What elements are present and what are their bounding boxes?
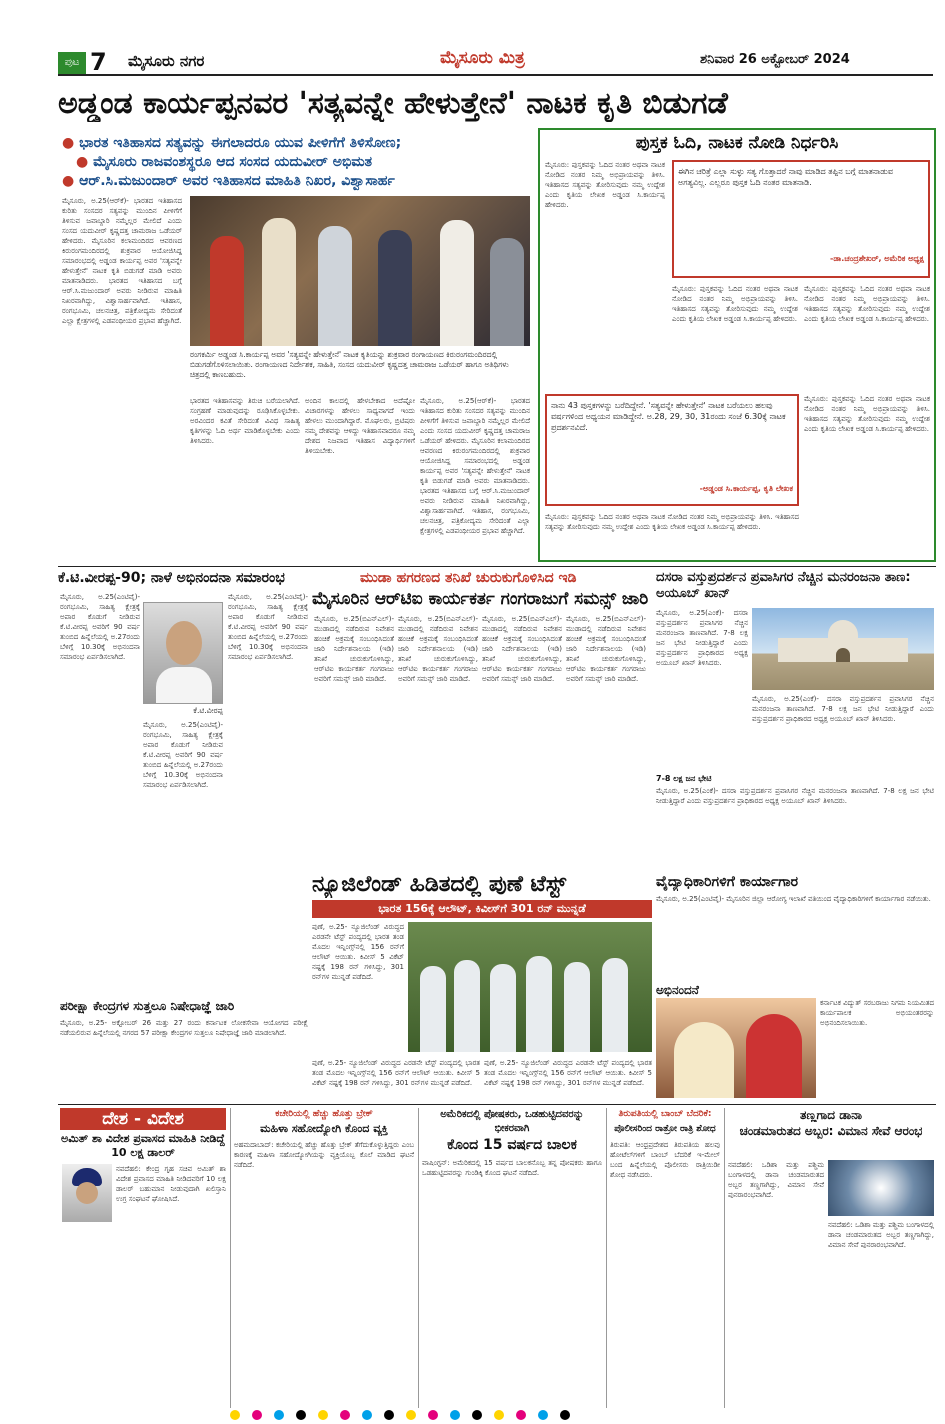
divider [58,1104,936,1105]
dasara-photo [752,608,934,690]
desha-story5-top: ತಣ್ಣಗಾದ ಡಾನಾ [799,1108,862,1122]
page-label: ಪುಟ [58,52,86,74]
test-body-col3: ಪುಣೆ, ಅ.25- ನ್ಯೂಜಿಲೆಂಡ್ ವಿರುದ್ಧದ ಎರಡನೇ ಟೆಸ್ಟ್ ಪಂದ್ಯದಲ್ಲಿ ಭಾರತ ತಂಡ ಮೊದಲ ಇನ್ನಿಂಗ್ಸ್‌ನಲ್ಲಿ 156 ರನ್‌ಗೆ ಆಲೌಟ್ ಆಯಿತು. ಕಿವೀಸ್ 5 ವಿಕೆಟ್ ನಷ್ಟಕ್ಕೆ 198 ರನ್ ಗಳಿಸಿದ್ದು, 301 ರನ್‌ಗಳ ಮುನ್ನಡೆ ಪಡೆದಿದೆ. [484,1059,652,1087]
quote-box-1 [672,160,930,278]
quote-author: -ಡಾ.ಚಂದ್ರಶೇಖರ್, ಅಮೆರಿಕ ಅಧ್ಯಕ್ಷ [830,254,924,263]
veerappa-body: ಮೈಸೂರು, ಅ.25(ಎಂಟಿವೈ)- ರಂಗಭೂಮಿ, ಸಾಹಿತ್ಯ ಕ್ಷೇತ್ರಕ್ಕೆ ಅಪಾರ ಕೊಡುಗೆ ನೀಡಿರುವ ಕೆ.ಟಿ.ವೀರಪ್ಪ ಅವರಿಗೆ 90 ವರ್ಷ ತುಂಬಿದ ಹಿನ್ನೆಲೆಯಲ್ಲಿ ಅ.27ರಂದು ಬೆಳಿಗ್ಗೆ 10.30ಕ್ಕೆ ಅಭಿನಂದನಾ ಸಮಾರಂಭ ಏರ್ಪಡಿಸಲಾಗಿದೆ. [60,593,140,661]
cyclone-image [828,1160,934,1216]
section-name: ಮೈಸೂರು ನಗರ [128,52,205,70]
veerappa-photo-caption: ಕೆ.ಟಿ.ವೀರಪ್ಪ [193,706,223,715]
divider [58,566,936,567]
desha-story2-headline: ಮಹಿಳಾ ಸಹೋದ್ಯೋಗಿ ಕೊಂದ ವ್ಯಕ್ತಿ [260,1122,388,1135]
desha-story5-body-col2: ನವದೆಹಲಿ: ಒಡಿಶಾ ಮತ್ತು ಪಶ್ಚಿಮ ಬಂಗಾಳದಲ್ಲಿ ಡಾನಾ ಚಂಡಮಾರುತದ ಅಬ್ಬರ ತಣ್ಣಗಾಗಿದ್ದು, ವಿಮಾನ ಸೇವೆ ಪುನರಾರಂಭವಾಗಿದೆ. [828,1221,934,1249]
quote-box-2 [545,394,799,506]
doctors-headline: ವೈದ್ಯಾಧಿಕಾರಿಗಳಿಗೆ ಕಾರ್ಯಾಗಾರ [656,874,799,890]
muda-top-headline: ಮುಡಾ ಹಗರಣದ ತನಿಖೆ ಚುರುಕುಗೊಳಿಸಿದ ಇಡಿ [360,570,577,586]
felicitation-body: ಕರ್ನಾಟಕ ವಿದ್ಯುತ್ ಸರಬರಾಜು ನಿಗಮ ನಿಯಮಿತದ ಕಾರ್ಯಪಾಲಕ ಅಭಿಯಂತರರನ್ನು ಅಭಿನಂದಿಸಲಾಯಿತು. [820,999,934,1027]
quote-author: -ಅಡ್ಡಂಡ ಸಿ.ಕಾರ್ಯಪ್ಪ, ಕೃತಿ ಲೇಖಕ [699,484,793,493]
dasara-headline: ದಸರಾ ವಸ್ತುಪ್ರದರ್ಶನ ಪ್ರವಾಸಿಗರ ನೆಚ್ಚಿನ ಮನರಂಜನಾ ತಾಣ: ಅಯೂಬ್ ಖಾನ್ [656,570,911,601]
lead-body-col2: ಭಾರತದ ಇತಿಹಾಸವನ್ನು ತಿರುಚಿ ಬರೆಯಲಾಗಿದೆ. ಸಂಗ್ರಹಣೆ ಮಾಡುವುದನ್ನು ರೂಢಿಸಿಕೊಳ್ಳಬೇಕು. ಅರವಿಂದರ ಕವಿತೆ ಸೇರಿದಂತೆ ವಿವಿಧ ಸಾಹಿತ್ಯ ಕೃತಿಗಳನ್ನು ಓದಿ ಅರ್ಥ ಮಾಡಿಕೊಳ್ಳಬೇಕು ಎಂದು ತಿಳಿಸಿದರು. [190,397,300,445]
lead-photo-caption: ರಂಗಕರ್ಮಿ ಅಡ್ಡಂಡ ಸಿ.ಕಾರ್ಯಪ್ಪ ಅವರ 'ಸತ್ಯವನ್ನೇ ಹೇಳುತ್ತೇನೆ' ನಾಟಕ ಕೃತಿಯನ್ನು ಶುಕ್ರವಾರ ರಂಗಾಯಣದ ಕಿರುರಂಗಮಂದಿರದಲ್ಲಿ ಬಿಡುಗಡೆಗೊಳಿಸಲಾಯಿತು. ರಂಗಾಯಣದ ನಿರ್ದೇಶಕ, ಸಾಹಿತಿ, ಸಂಸದ ಯದುವೀರ್ ಕೃಷ್ಣದತ್ತ ಚಾಮರಾಜ ಒಡೆಯರ್ ಹಾಗೂ ಅತಿಥಿಗಳು ಚಿತ್ರದಲ್ಲಿ ಕಾಣಬಹುದು. [190,350,509,379]
test-headline: ನ್ಯೂಜಿಲೆಂಡ್ ಹಿಡಿತದಲ್ಲಿ ಪುಣೆ ಟೆಸ್ಟ್ [312,872,567,897]
lead-body-col1: ಮೈಸೂರು, ಅ.25(ಆರ್‌ಕೆ)- ಭಾರತದ ಇತಿಹಾಸದ ಕುರಿತು ಸಂಸದರ ಸತ್ಯವನ್ನು ಮುಂದಿನ ಪೀಳಿಗೆಗೆ ತಿಳಿಸುವ ಜವಾಬ್ದಾರಿ ನಮ್ಮೆಲ್ಲರ ಮೇಲಿದೆ ಎಂದು ಸಂಸದ ಯದುವೀರ್ ಕೃಷ್ಣದತ್ತ ಚಾಮರಾಜ ಒಡೆಯರ್ ಹೇಳಿದರು. ಮೈಸೂರಿನ ಕಲಾಮಂದಿರದ ಆವರಣದ ಕಿರುರಂಗಮಂದಿರದಲ್ಲಿ ಶುಕ್ರವಾರ ಆಯೋಜಿಸಿದ್ದ ಸಮಾರಂಭದಲ್ಲಿ ಅಡ್ಡಂಡ ಕಾರ್ಯಪ್ಪ ಅವರ 'ಸತ್ಯವನ್ನೇ ಹೇಳುತ್ತೇನೆ' ನಾಟಕ ಕೃತಿ ಬಿಡುಗಡೆ ಮಾಡಿ ಅವರು ಮಾತನಾಡಿದರು. ಭಾರತದ ಇತಿಹಾಸದ ಬಗ್ಗೆ ಆರ್.ಸಿ.ಮಜುಂದಾರ್ ಅವರು ನೀಡಿರುವ ಮಾಹಿತಿ ನಿಖರವಾಗಿದ್ದು, ವಿಶ್ವಾಸಾರ್ಹವಾಗಿದೆ. ಇತಿಹಾಸ, ರಂಗಭೂಮಿ, ಚಲನಚಿತ್ರ, ಪತ್ರಿಕೋದ್ಯಮ ಸೇರಿದಂತೆ ಎಲ್ಲಾ ಕ್ಷೇತ್ರಗಳಲ್ಲಿ ಎಡಪಂಥೀಯರ ಪ್ರಭಾವ ಹೆಚ್ಚಾಗಿದೆ. [62,197,182,325]
veerappa-body-col3: ಮೈಸೂರು, ಅ.25(ಎಂಟಿವೈ)- ರಂಗಭೂಮಿ, ಸಾಹಿತ್ಯ ಕ್ಷೇತ್ರಕ್ಕೆ ಅಪಾರ ಕೊಡುಗೆ ನೀಡಿರುವ ಕೆ.ಟಿ.ವೀರಪ್ಪ ಅವರಿಗೆ 90 ವರ್ಷ ತುಂಬಿದ ಹಿನ್ನೆಲೆಯಲ್ಲಿ ಅ.27ರಂದು ಬೆಳಿಗ್ಗೆ 10.30ಕ್ಕೆ ಅಭಿನಂದನಾ ಸಮಾರಂಭ ಏರ್ಪಡಿಸಲಾಗಿದೆ. [228,593,308,661]
desha-bar: ದೇಶ - ವಿದೇಶ [60,1108,226,1130]
exam-body: ಮೈಸೂರು, ಅ.25- ಅಕ್ಟೋಬರ್ 26 ಮತ್ತು 27 ರಂದು ಕರ್ನಾಟಕ ಲೋಕಸೇವಾ ಆಯೋಗದ ಪರೀಕ್ಷೆ ನಡೆಯಲಿರುವ ಹಿನ್ನೆಲೆಯಲ್ಲಿ ನಗರದ 57 ಪರೀಕ್ಷಾ ಕೇಂದ್ರಗಳ ಸುತ್ತಲೂ ನಿಷೇಧಾಜ್ಞೆ ಜಾರಿ ಮಾಡಲಾಗಿದೆ. [60,1019,308,1037]
test-photo [408,922,652,1052]
muda-body: ಮೈಸೂರು, ಅ.25(ಬಿಎನ್‌ಎಲ್)- ಮುಡಾದಲ್ಲಿ ನಡೆದಿರುವ ನಿವೇಶನ ಹಂಚಿಕೆ ಅಕ್ರಮಕ್ಕೆ ಸಂಬಂಧಿಸಿದಂತೆ ಜಾರಿ ನಿರ್ದೇಶನಾಲಯ (ಇಡಿ) ತನಿಖೆ ಚುರುಕುಗೊಳಿಸಿದ್ದು, ಆರ್‌ಟಿಐ ಕಾರ್ಯಕರ್ತ ಗಂಗರಾಜು ಅವರಿಗೆ ಸಮನ್ಸ್ ಜಾರಿ ಮಾಡಿದೆ. [314,615,394,683]
right-box-body-col2: ಮೈಸೂರು: ಪುಸ್ತಕವನ್ನು ಓದಿದ ನಂತರ ಅಥವಾ ನಾಟಕ ನೋಡಿದ ನಂತರ ನಿಮ್ಮ ಅಭಿಪ್ರಾಯವನ್ನು ತಿಳಿಸಿ. ಇತಿಹಾಸದ ಸತ್ಯವನ್ನು ತೋರಿಸುವುದು ನಮ್ಮ ಉದ್ದೇಶ ಎಂದು ಕೃತಿಯ ಲೇಖಕ ಅಡ್ಡಂಡ ಸಿ.ಕಾರ್ಯಪ್ಪ ಹೇಳಿದರು. [672,285,798,323]
page-number: 7 [90,48,107,76]
desha-story2-body: ಅಹಮದಾಬಾದ್: ಕಚೇರಿಯಲ್ಲಿ ಹೆಚ್ಚು ಹೊತ್ತು ಬ್ರೇಕ್ ತೆಗೆದುಕೊಳ್ಳುತ್ತಿದ್ದರು ಎಂಬ ಕಾರಣಕ್ಕೆ ಮಹಿಳಾ ಸಹೋದ್ಯೋಗಿಯನ್ನು ವ್ಯಕ್ತಿಯೊಬ್ಬ ಕೊಲೆ ಮಾಡಿದ ಘಟನೆ ನಡೆದಿದೆ. [234,1141,414,1169]
right-box-body-col3: ಮೈಸೂರು: ಪುಸ್ತಕವನ್ನು ಓದಿದ ನಂತರ ಅಥವಾ ನಾಟಕ ನೋಡಿದ ನಂತರ ನಿಮ್ಮ ಅಭಿಪ್ರಾಯವನ್ನು ತಿಳಿಸಿ. ಇತಿಹಾಸದ ಸತ್ಯವನ್ನು ತೋರಿಸುವುದು ನಮ್ಮ ಉದ್ದೇಶ ಎಂದು ಕೃತಿಯ ಲೇಖಕ ಅಡ್ಡಂಡ ಸಿ.ಕಾರ್ಯಪ್ಪ ಹೇಳಿದರು. [804,285,930,323]
muda-body-col3: ಮೈಸೂರು, ಅ.25(ಬಿಎನ್‌ಎಲ್)- ಮುಡಾದಲ್ಲಿ ನಡೆದಿರುವ ನಿವೇಶನ ಹಂಚಿಕೆ ಅಕ್ರಮಕ್ಕೆ ಸಂಬಂಧಿಸಿದಂತೆ ಜಾರಿ ನಿರ್ದೇಶನಾಲಯ (ಇಡಿ) ತನಿಖೆ ಚುರುಕುಗೊಳಿಸಿದ್ದು, ಆರ್‌ಟಿಐ ಕಾರ್ಯಕರ್ತ ಗಂಗರಾಜು ಅವರಿಗೆ ಸಮನ್ಸ್ ಜಾರಿ ಮಾಡಿದೆ. [482,615,562,683]
dasara-body-col3: ಮೈಸೂರು, ಅ.25(ಎಂಕೆ)- ದಸರಾ ವಸ್ತುಪ್ರದರ್ಶನ ಪ್ರವಾಸಿಗರ ನೆಚ್ಚಿನ ಮನರಂಜನಾ ತಾಣವಾಗಿದೆ. 7-8 ಲಕ್ಷ ಜನ ಭೇಟಿ ನೀಡುತ್ತಿದ್ದಾರೆ ಎಂದು ವಸ್ತುಪ್ರದರ್ಶನ ಪ್ರಾಧಿಕಾರದ ಅಧ್ಯಕ್ಷ ಅಯೂಬ್ ಖಾನ್ ತಿಳಿಸಿದರು. [656,787,934,805]
dasara-body: ಮೈಸೂರು, ಅ.25(ಎಂಕೆ)- ದಸರಾ ವಸ್ತುಪ್ರದರ್ಶನ ಪ್ರವಾಸಿಗರ ನೆಚ್ಚಿನ ಮನರಂಜನಾ ತಾಣವಾಗಿದೆ. 7-8 ಲಕ್ಷ ಜನ ಭೇಟಿ ನೀಡುತ್ತಿದ್ದಾರೆ ಎಂದು ವಸ್ತುಪ್ರದರ್ಶನ ಪ್ರಾಧಿಕಾರದ ಅಧ್ಯಕ್ಷ ಅಯೂಬ್ ಖಾನ್ ತಿಳಿಸಿದರು. [656,609,748,667]
registration-marks [230,1410,690,1420]
divider [230,1108,231,1408]
muda-body-col4: ಮೈಸೂರು, ಅ.25(ಬಿಎನ್‌ಎಲ್)- ಮುಡಾದಲ್ಲಿ ನಡೆದಿರುವ ನಿವೇಶನ ಹಂಚಿಕೆ ಅಕ್ರಮಕ್ಕೆ ಸಂಬಂಧಿಸಿದಂತೆ ಜಾರಿ ನಿರ್ದೇಶನಾಲಯ (ಇಡಿ) ತನಿಖೆ ಚುರುಕುಗೊಳಿಸಿದ್ದು, ಆರ್‌ಟಿಐ ಕಾರ್ಯಕರ್ತ ಗಂಗರಾಜು ಅವರಿಗೆ ಸಮನ್ಸ್ ಜಾರಿ ಮಾಡಿದೆ. [566,615,646,683]
desha-story2-top: ಕಚೇರಿಯಲ್ಲಿ ಹೆಚ್ಚು ಹೊತ್ತು ಬ್ರೇಕ್ [275,1109,373,1119]
lead-bullets [62,134,532,191]
lead-bullet: ● ಮೈಸೂರು ರಾಜವಂಶಸ್ಥರೂ ಆದ ಸಂಸದ ಯದುವೀರ್ ಅಭಿಮತ [62,153,532,172]
desha-story5-body: ನವದೆಹಲಿ: ಒಡಿಶಾ ಮತ್ತು ಪಶ್ಚಿಮ ಬಂಗಾಳದಲ್ಲಿ ಡಾನಾ ಚಂಡಮಾರುತದ ಅಬ್ಬರ ತಣ್ಣಗಾಗಿದ್ದು, ವಿಮಾನ ಸೇವೆ ಪುನರಾರಂಭವಾಗಿದೆ. [728,1161,824,1199]
test-subhead: ಭಾರತ 156ಕ್ಕೆ ಆಲೌಟ್, ಕಿವೀಸ್‌ಗೆ 301 ರನ್ ಮುನ್ನಡೆ [312,900,652,918]
desha-story5-headline: ಚಂಡಮಾರುತದ ಅಬ್ಬರ: ವಿಮಾನ ಸೇವೆ ಆರಂಭ [739,1124,923,1138]
divider [724,1108,725,1408]
date: ಶನಿವಾರ 26 ಅಕ್ಟೋಬರ್ 2024 [700,52,850,67]
lead-bullet: ● ಭಾರತ ಇತಿಹಾಸದ ಸತ್ಯವನ್ನು ಈಗಲಾದರೂ ಯುವ ಪೀಳಿಗೆಗೆ ತಿಳಿಸೋಣ; [62,134,532,153]
desha-story1-photo [62,1164,112,1222]
desha-story3-body: ವಾಷಿಂಗ್ಟನ್: ಅಮೆರಿಕದಲ್ಲಿ 15 ವರ್ಷದ ಬಾಲಕನೊಬ್ಬ ತನ್ನ ಪೋಷಕರು ಹಾಗೂ ಒಡಹುಟ್ಟಿದವರನ್ನು ಗುಂಡಿಕ್ಕಿ ಕೊಂದ ಘಟನೆ ನಡೆದಿದೆ. [422,1159,602,1177]
doctors-body: ಮೈಸೂರು, ಅ.25(ಎಂಟಿವೈ)- ಮೈಸೂರಿನ ಜಿಲ್ಲಾ ಆರೋಗ್ಯ ಇಲಾಖೆ ವತಿಯಿಂದ ವೈದ್ಯಾಧಿಕಾರಿಗಳಿಗೆ ಕಾರ್ಯಾಗಾರ ನಡೆಯಿತು. [656,895,931,903]
felicitation-photo [656,998,816,1098]
exam-headline: ಪರೀಕ್ಷಾ ಕೇಂದ್ರಗಳ ಸುತ್ತಲೂ ನಿಷೇಧಾಜ್ಞೆ ಜಾರಿ [60,999,235,1013]
desha-story4-headline: ಪೊಲೀಸರಿಂದ ರಾತ್ರೋ ರಾತ್ರಿ ಶೋಧ [614,1124,716,1134]
desha-story4-top: ತಿರುಪತಿಯಲ್ಲಿ ಬಾಂಬ್ ಬೆದರಿಕೆ: [618,1109,712,1119]
quote-text: ಈಗಿನ ಚರಿತ್ರೆ ಎಲ್ಲಾ ಸುಳ್ಳು ಸತ್ಯ ಗೊತ್ತಾದರೆ ನಾವು ಮಾಡಿದ ತಪ್ಪಿನ ಬಗ್ಗೆ ಮಾತನಾಡುವ ಅಗತ್ಯವಿಲ್ಲ. ಎಲ್ಲರೂ ಪುಸ್ತಕ ಓದಿ ನಂತರ ಮಾತನಾಡಿ. [678,167,893,187]
quote-text: ನಾನು 43 ಪುಸ್ತಕಗಳನ್ನು ಬರೆದಿದ್ದೇನೆ. 'ಸತ್ಯವನ್ನೇ ಹೇಳುತ್ತೇನೆ' ನಾಟಕ ಬರೆಯಲು ಹಲವು ವರ್ಷಗಳಿಂದ ಅಧ್ಯಯನ ಮಾಡಿದ್ದೇನೆ. ಅ.28, 29, 30, 31ರಂದು ಸಂಜೆ 6.30ಕ್ಕೆ ನಾಟಕ ಪ್ರದರ್ಶನವಿದೆ. [551,401,786,432]
muda-body-col2: ಮೈಸೂರು, ಅ.25(ಬಿಎನ್‌ಎಲ್)- ಮುಡಾದಲ್ಲಿ ನಡೆದಿರುವ ನಿವೇಶನ ಹಂಚಿಕೆ ಅಕ್ರಮಕ್ಕೆ ಸಂಬಂಧಿಸಿದಂತೆ ಜಾರಿ ನಿರ್ದೇಶನಾಲಯ (ಇಡಿ) ತನಿಖೆ ಚುರುಕುಗೊಳಿಸಿದ್ದು, ಆರ್‌ಟಿಐ ಕಾರ್ಯಕರ್ತ ಗಂಗರಾಜು ಅವರಿಗೆ ಸಮನ್ಸ್ ಜಾರಿ ಮಾಡಿದೆ. [398,615,478,683]
felicitation-headline: ಅಭಿನಂದನೆ [656,983,699,997]
lead-photo [190,196,530,346]
veerappa-body-col2: ಮೈಸೂರು, ಅ.25(ಎಂಟಿವೈ)- ರಂಗಭೂಮಿ, ಸಾಹಿತ್ಯ ಕ್ಷೇತ್ರಕ್ಕೆ ಅಪಾರ ಕೊಡುಗೆ ನೀಡಿರುವ ಕೆ.ಟಿ.ವೀರಪ್ಪ ಅವರಿಗೆ 90 ವರ್ಷ ತುಂಬಿದ ಹಿನ್ನೆಲೆಯಲ್ಲಿ ಅ.27ರಂದು ಬೆಳಿಗ್ಗೆ 10.30ಕ್ಕೆ ಅಭಿನಂದನಾ ಸಮಾರಂಭ ಏರ್ಪಡಿಸಲಾಗಿದೆ. [143,721,223,789]
lead-body-col4: ಮೈಸೂರು, ಅ.25(ಆರ್‌ಕೆ)- ಭಾರತದ ಇತಿಹಾಸದ ಕುರಿತು ಸಂಸದರ ಸತ್ಯವನ್ನು ಮುಂದಿನ ಪೀಳಿಗೆಗೆ ತಿಳಿಸುವ ಜವಾಬ್ದಾರಿ ನಮ್ಮೆಲ್ಲರ ಮೇಲಿದೆ ಎಂದು ಸಂಸದ ಯದುವೀರ್ ಕೃಷ್ಣದತ್ತ ಚಾಮರಾಜ ಒಡೆಯರ್ ಹೇಳಿದರು. ಮೈಸೂರಿನ ಕಲಾಮಂದಿರದ ಆವರಣದ ಕಿರುರಂಗಮಂದಿರದಲ್ಲಿ ಶುಕ್ರವಾರ ಆಯೋಜಿಸಿದ್ದ ಸಮಾರಂಭದಲ್ಲಿ ಅಡ್ಡಂಡ ಕಾರ್ಯಪ್ಪ ಅವರ 'ಸತ್ಯವನ್ನೇ ಹೇಳುತ್ತೇನೆ' ನಾಟಕ ಕೃತಿ ಬಿಡುಗಡೆ ಮಾಡಿ ಅವರು ಮಾತನಾಡಿದರು. ಭಾರತದ ಇತಿಹಾಸದ ಬಗ್ಗೆ ಆರ್.ಸಿ.ಮಜುಂದಾರ್ ಅವರು ನೀಡಿರುವ ಮಾಹಿತಿ ನಿಖರವಾಗಿದ್ದು, ವಿಶ್ವಾಸಾರ್ಹವಾಗಿದೆ. ಇತಿಹಾಸ, ರಂಗಭೂಮಿ, ಚಲನಚಿತ್ರ, ಪತ್ರಿಕೋದ್ಯಮ ಸೇರಿದಂತೆ ಎಲ್ಲಾ ಕ್ಷೇತ್ರಗಳಲ್ಲಿ ಎಡಪಂಥೀಯರ ಪ್ರಭಾವ ಹೆಚ್ಚಾಗಿದೆ. [420,397,530,535]
divider [418,1108,419,1408]
muda-headline: ಮೈಸೂರಿನ ಆರ್‌ಟಿಐ ಕಾರ್ಯಕರ್ತ ಗಂಗರಾಜುಗೆ ಸಮನ್ಸ್ ಜಾರಿ [312,589,648,609]
veerappa-headline: ಕೆ.ಟಿ.ವೀರಪ್ಪ-90; ನಾಳೆ ಅಭಿನಂದನಾ ಸಮಾರಂಭ [58,570,285,586]
test-body-col2: ಪುಣೆ, ಅ.25- ನ್ಯೂಜಿಲೆಂಡ್ ವಿರುದ್ಧದ ಎರಡನೇ ಟೆಸ್ಟ್ ಪಂದ್ಯದಲ್ಲಿ ಭಾರತ ತಂಡ ಮೊದಲ ಇನ್ನಿಂಗ್ಸ್‌ನಲ್ಲಿ 156 ರನ್‌ಗೆ ಆಲೌಟ್ ಆಯಿತು. ಕಿವೀಸ್ 5 ವಿಕೆಟ್ ನಷ್ಟಕ್ಕೆ 198 ರನ್ ಗಳಿಸಿದ್ದು, 301 ರನ್‌ಗಳ ಮುನ್ನಡೆ ಪಡೆದಿದೆ. [312,1059,480,1087]
desha-story3-headline: ಕೊಂದ 15 ವರ್ಷದ ಬಾಲಕ [447,1137,577,1153]
desha-story1-headline: ಅಮಿತ್ ಶಾ ವಿದೇಶ ಪ್ರವಾಸದ ಮಾಹಿತಿ ನೀಡಿದ್ದೆ 10 ಲಕ್ಷ ಡಾಲರ್ [61,1132,225,1159]
lead-body-col3: ಅಂದಿನ ಕಾಲದಲ್ಲಿ ಹೇಳಬೇಕಾದ ಅದೆಷ್ಟೋ ವಿಚಾರಗಳನ್ನು ಹೇಳಲು ಸಾಧ್ಯವಾಗದೆ ಇಂದು ಹೇಳಲು ಮುಂದಾಗಿದ್ದಾರೆ. ಮೊಘಲರು, ಬ್ರಿಟಿಷರು ನಮ್ಮ ದೇಶವನ್ನು ಆಳಿದ್ದು ಇತಿಹಾಸವಾದರೂ ನಮ್ಮ ದೇಶದ ನಿಜವಾದ ಇತಿಹಾಸ ವಿದ್ಯಾರ್ಥಿಗಳಿಗೆ ತಿಳಿಯಬೇಕು. [305,397,415,455]
right-box-body: ಮೈಸೂರು: ಪುಸ್ತಕವನ್ನು ಓದಿದ ನಂತರ ಅಥವಾ ನಾಟಕ ನೋಡಿದ ನಂತರ ನಿಮ್ಮ ಅಭಿಪ್ರಾಯವನ್ನು ತಿಳಿಸಿ. ಇತಿಹಾಸದ ಸತ್ಯವನ್ನು ತೋರಿಸುವುದು ನಮ್ಮ ಉದ್ದೇಶ ಎಂದು ಕೃತಿಯ ಲೇಖಕ ಅಡ್ಡಂಡ ಸಿ.ಕಾರ್ಯಪ್ಪ ಹೇಳಿದರು. [545,161,665,209]
desha-story1-body: ನವದೆಹಲಿ: ಕೇಂದ್ರ ಗೃಹ ಸಚಿವ ಅಮಿತ್ ಶಾ ವಿದೇಶ ಪ್ರವಾಸದ ಮಾಹಿತಿ ನೀಡಿದವರಿಗೆ 10 ಲಕ್ಷ ಡಾಲರ್ ಬಹುಮಾನ ನೀಡುವುದಾಗಿ ಖಲಿಸ್ತಾನಿ ಉಗ್ರ ಸಂಘಟನೆ ಘೋಷಿಸಿದೆ. [116,1165,226,1203]
desha-story4-body: ತಿರುಪತಿ: ಆಂಧ್ರಪ್ರದೇಶದ ತಿರುಪತಿಯ ಹಲವು ಹೋಟೆಲ್‌ಗಳಿಗೆ ಬಾಂಬ್ ಬೆದರಿಕೆ ಇ-ಮೇಲ್ ಬಂದ ಹಿನ್ನೆಲೆಯಲ್ಲಿ ಪೊಲೀಸರು ರಾತ್ರಿಯಿಡೀ ಶೋಧ ನಡೆಸಿದರು. [610,1141,720,1179]
dasara-body-col2: ಮೈಸೂರು, ಅ.25(ಎಂಕೆ)- ದಸರಾ ವಸ್ತುಪ್ರದರ್ಶನ ಪ್ರವಾಸಿಗರ ನೆಚ್ಚಿನ ಮನರಂಜನಾ ತಾಣವಾಗಿದೆ. 7-8 ಲಕ್ಷ ಜನ ಭೇಟಿ ನೀಡುತ್ತಿದ್ದಾರೆ ಎಂದು ವಸ್ತುಪ್ರದರ್ಶನ ಪ್ರಾಧಿಕಾರದ ಅಧ್ಯಕ್ಷ ಅಯೂಬ್ ಖಾನ್ ತಿಳಿಸಿದರು. [752,695,934,723]
test-body: ಪುಣೆ, ಅ.25- ನ್ಯೂಜಿಲೆಂಡ್ ವಿರುದ್ಧದ ಎರಡನೇ ಟೆಸ್ಟ್ ಪಂದ್ಯದಲ್ಲಿ ಭಾರತ ತಂಡ ಮೊದಲ ಇನ್ನಿಂಗ್ಸ್‌ನಲ್ಲಿ 156 ರನ್‌ಗೆ ಆಲೌಟ್ ಆಯಿತು. ಕಿವೀಸ್ 5 ವಿಕೆಟ್ ನಷ್ಟಕ್ಕೆ 198 ರನ್ ಗಳಿಸಿದ್ದು, 301 ರನ್‌ಗಳ ಮುನ್ನಡೆ ಪಡೆದಿದೆ. [312,923,404,981]
desha-story3-top: ಅಮೆರಿಕದಲ್ಲಿ ಪೋಷಕರು, ಒಡಹುಟ್ಟಿದವರನ್ನು ಭೀಕರವಾಗಿ [440,1109,584,1134]
veerappa-photo [143,602,223,704]
paper-name: ಮೈಸೂರು ಮಿತ್ರ [440,48,525,68]
dasara-subhead: 7-8 ಲಕ್ಷ ಜನ ಭೇಟಿ [656,774,712,783]
divider [606,1108,607,1408]
right-box-body-col4: ಮೈಸೂರು: ಪುಸ್ತಕವನ್ನು ಓದಿದ ನಂತರ ಅಥವಾ ನಾಟಕ ನೋಡಿದ ನಂತರ ನಿಮ್ಮ ಅಭಿಪ್ರಾಯವನ್ನು ತಿಳಿಸಿ. ಇತಿಹಾಸದ ಸತ್ಯವನ್ನು ತೋರಿಸುವುದು ನಮ್ಮ ಉದ್ದೇಶ ಎಂದು ಕೃತಿಯ ಲೇಖಕ ಅಡ್ಡಂಡ ಸಿ.ಕಾರ್ಯಪ್ಪ ಹೇಳಿದರು. [804,395,930,433]
right-box-body-col5: ಮೈಸೂರು: ಪುಸ್ತಕವನ್ನು ಓದಿದ ನಂತರ ಅಥವಾ ನಾಟಕ ನೋಡಿದ ನಂತರ ನಿಮ್ಮ ಅಭಿಪ್ರಾಯವನ್ನು ತಿಳಿಸಿ. ಇತಿಹಾಸದ ಸತ್ಯವನ್ನು ತೋರಿಸುವುದು ನಮ್ಮ ಉದ್ದೇಶ ಎಂದು ಕೃತಿಯ ಲೇಖಕ ಅಡ್ಡಂಡ ಸಿ.ಕಾರ್ಯಪ್ಪ ಹೇಳಿದರು. [545,513,799,531]
lead-bullet: ● ಆರ್.ಸಿ.ಮಜುಂದಾರ್ ಅವರ ಇತಿಹಾಸದ ಮಾಹಿತಿ ನಿಖರ, ವಿಶ್ವಾಸಾರ್ಹ [62,172,532,191]
right-box-heading: ಪುಸ್ತಕ ಓದಿ, ನಾಟಕ ನೋಡಿ ನಿರ್ಧರಿಸಿ [635,133,839,153]
lead-headline: ಅಡ್ಡಂಡ ಕಾರ್ಯಪ್ಪನವರ 'ಸತ್ಯವನ್ನೇ ಹೇಳುತ್ತೇನೆ' ನಾಟಕ ಕೃತಿ ಬಿಡುಗಡೆ [58,86,728,121]
